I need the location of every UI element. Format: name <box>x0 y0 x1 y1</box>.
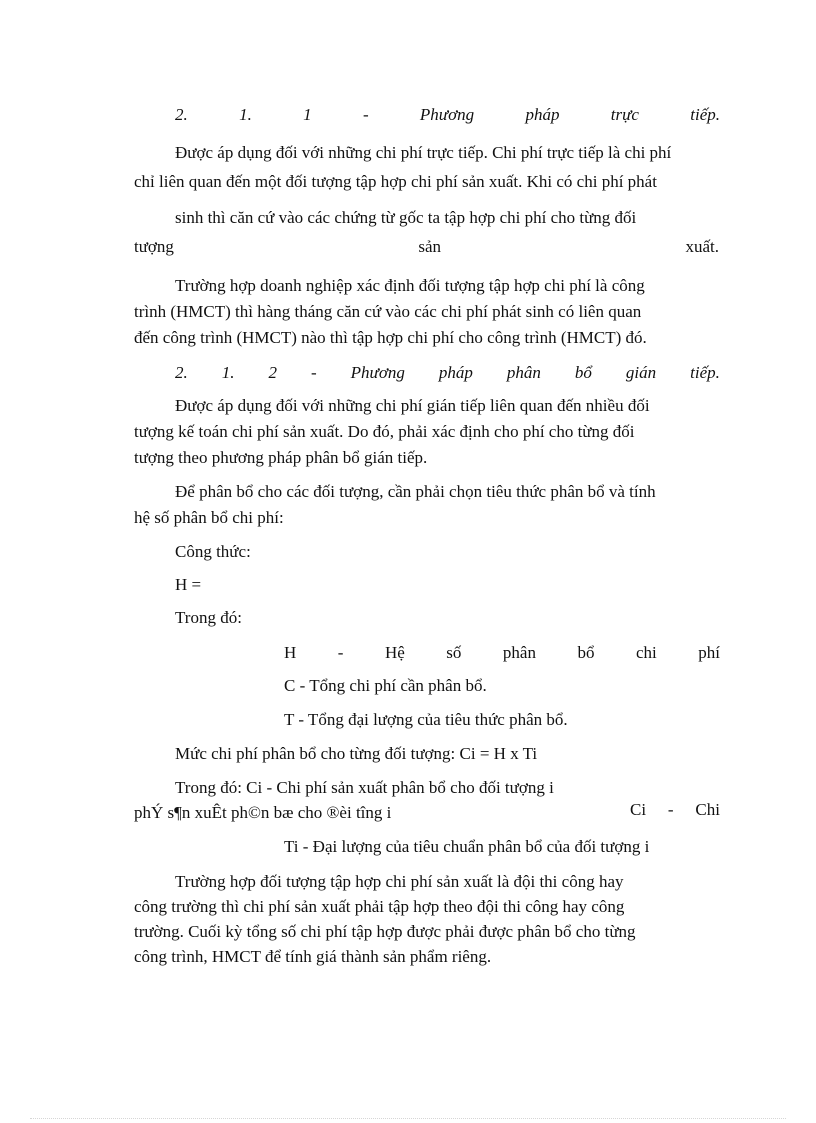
p3-line1: Được áp dụng đối với những chi phí gián tiếp liên quan đến nhiều đối <box>175 396 650 415</box>
p2-line3: đến công trình (HMCT) nào thì tập hợp chi phí cho công trình (HMCT) đó. <box>134 328 647 347</box>
p2-line1: Trường hợp doanh nghiệp xác định đối tượng tập hợp chi phí là công <box>175 276 645 295</box>
p1-word: tượng <box>134 237 174 256</box>
heading-word: tiếp. <box>690 105 720 124</box>
heading-word: 1 <box>303 105 312 124</box>
p3-line2: tượng kế toán chi phí sản xuất. Do đó, phải xác định cho phí cho từng đối <box>134 422 635 441</box>
heading-word: trực <box>610 105 639 124</box>
p5-where-text: Trong đó: Ci - Chi phí sản xuất phân bổ cho đối tượng i <box>175 778 554 797</box>
p3-line3: tượng theo phương pháp phân bổ gián tiếp. <box>134 448 428 467</box>
p6-line1: Trường hợp đối tượng tập hợp chi phí sản xuất là đội thi công hay <box>175 872 624 891</box>
p1-line3: sinh thì căn cứ vào các chứng từ gốc ta tập hợp chi phí cho từng đối <box>175 208 637 227</box>
heading-word: - <box>311 363 317 382</box>
p6-line2: công trường thì chi phí sản xuất phải tập hợp theo đội thi công hay công <box>134 897 625 916</box>
formula-word: phân <box>502 643 536 662</box>
formula-word: chi <box>635 643 657 662</box>
p5-line1: Mức chi phí phân bổ cho từng đối tượng: Ci = H x Ti <box>175 744 538 763</box>
heading-2-1-1 <box>175 104 720 126</box>
p1-line4 <box>134 236 719 258</box>
p1-word: sản <box>418 237 442 256</box>
heading-word: tiếp. <box>690 363 720 382</box>
p5-word: Ci <box>630 800 647 819</box>
p4-line2: hệ số phân bổ chi phí: <box>134 508 284 527</box>
heading-word: gián <box>625 363 657 382</box>
p1-word: xuất. <box>685 237 719 256</box>
p5-garbled-line: phÝ s¶n xuÊt ph©n bæ cho ®èi tîng i <box>134 803 392 822</box>
formula-where-label: Trong đó: <box>175 608 242 627</box>
p2-line2: trình (HMCT) thì hàng tháng căn cứ vào các chi phí phát sinh có liên quan <box>134 302 642 321</box>
heading-word: pháp <box>438 363 473 382</box>
formula-h-equals: H = <box>175 575 202 594</box>
p1-line2: chỉ liên quan đến một đối tượng tập hợp chi phí sản xuất. Khi có chi phí phát <box>134 172 657 191</box>
formula-word: phí <box>698 643 720 662</box>
heading-word: 1. <box>239 105 252 124</box>
p4-line1: Để phân bổ cho các đối tượng, cần phải chọn tiêu thức phân bổ và tính <box>175 482 656 501</box>
formula-word: số <box>446 643 462 662</box>
heading-word: 1. <box>221 363 235 382</box>
heading-word: bổ <box>574 363 592 382</box>
formula-c-definition: C - Tổng chi phí cần phân bổ. <box>284 676 487 695</box>
page-bottom-rule <box>30 1118 786 1119</box>
formula-word: H <box>284 643 297 662</box>
heading-word: Phương <box>419 105 475 124</box>
heading-word: 2 <box>268 363 277 382</box>
p6-line3: trường. Cuối kỳ tổng số chi phí tập hợp được phải được phân bổ cho từng <box>134 922 636 941</box>
p5-word: Chi <box>695 800 720 819</box>
heading-word: phân <box>506 363 541 382</box>
p5-word: - <box>667 800 674 819</box>
formula-h-definition <box>284 642 720 664</box>
p5-ti-definition: Ti - Đại lượng của tiêu chuẩn phân bổ của đối tượng i <box>284 837 650 856</box>
heading-word: - <box>362 105 369 124</box>
heading-2-1-2 <box>175 362 720 384</box>
formula-word: - <box>337 643 344 662</box>
p6-line4: công trình, HMCT để tính giá thành sản phẩm riêng. <box>134 947 492 966</box>
p1-line1: Được áp dụng đối với những chi phí trực tiếp. Chi phí trực tiếp là chi phí <box>175 143 672 162</box>
heading-word: 2. <box>175 363 188 382</box>
heading-word: Phương <box>350 363 405 382</box>
formula-label: Công thức: <box>175 542 251 561</box>
heading-word: pháp <box>525 105 560 124</box>
heading-word: 2. <box>175 105 188 124</box>
formula-t-definition: T - Tổng đại lượng của tiêu thức phân bổ. <box>284 710 568 729</box>
formula-word: bổ <box>577 643 595 662</box>
formula-word: Hệ <box>384 643 405 662</box>
